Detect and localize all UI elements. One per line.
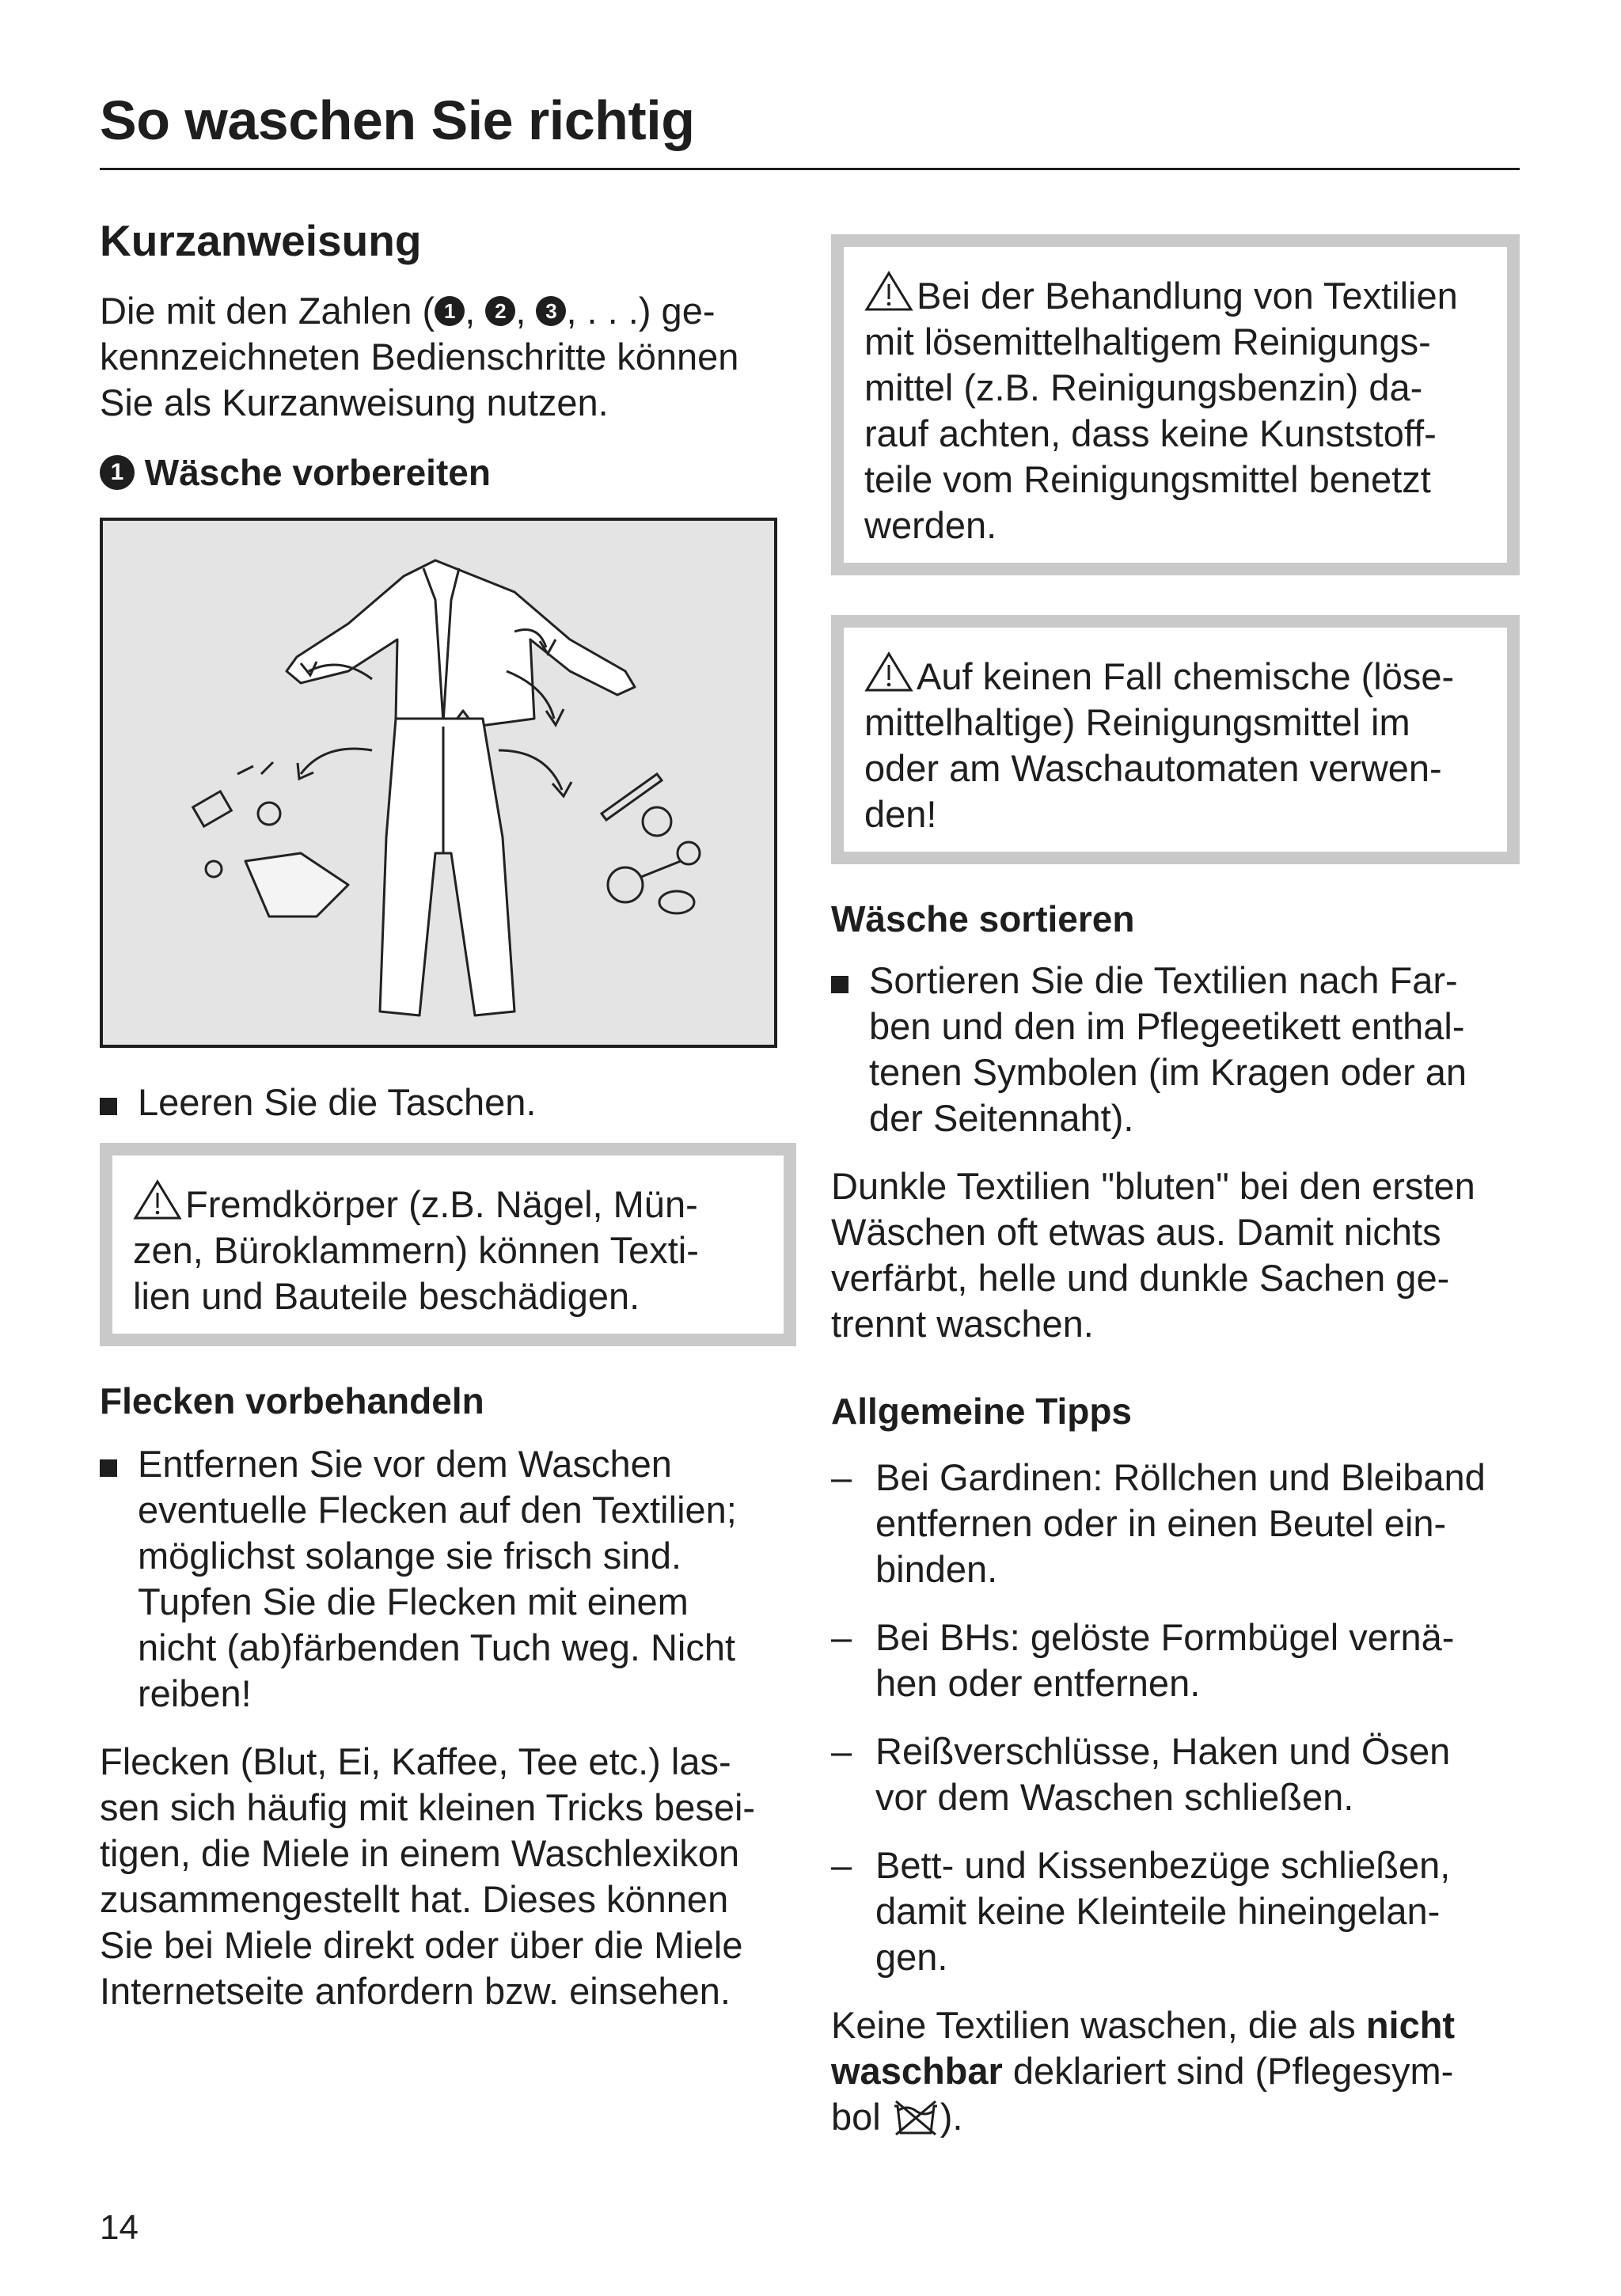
stains-bullet <box>100 1441 796 1717</box>
warning-text: mit lösemittelhaltigem Reinigungs- <box>864 321 1431 362</box>
warning-text: Bei der Behandlung von Textilien <box>917 275 1458 317</box>
tip-text: Reißverschlüsse, Haken und Ösen vor dem Waschen schließen. <box>875 1730 1451 1818</box>
sort-heading: Wäsche sortieren <box>831 898 1135 939</box>
warning-text: den! <box>864 793 937 835</box>
step1-title: Wäsche vorbereiten <box>144 452 491 493</box>
warning-text: mittelhaltige) Reinigungsmittel im <box>864 701 1410 743</box>
tip-text: Bei Gardinen: Röllchen und Bleiband entfernen oder in einen Beutel ein- binden. <box>875 1456 1486 1590</box>
intro-paragraph: Die mit den Zahlen ( 1 , 2 , 3 , . . .) ge- kennzeichneten Bedienschritte können Sie als Kurzanweisung nutzen. <box>100 290 739 423</box>
bullet-text: Sortieren Sie die Textilien nach Far- ben und den im Pflegeetikett enthal- tenen Symbolen (im Kragen oder an der Seitennaht). <box>869 959 1467 1139</box>
square-bullet-icon <box>100 1441 138 1717</box>
intro-text: Die mit den Zahlen ( <box>100 290 435 332</box>
step-number-badge: 1 <box>435 296 465 326</box>
tip-item <box>831 1842 1520 1980</box>
warning-triangle-icon <box>133 1179 182 1220</box>
not-washable-paragraph: Keine Textilien waschen, die als nicht waschbar deklariert sind (Pflegesym- bol ). <box>831 2004 1456 2138</box>
warning-text: oder am Waschautomaten verwen- <box>864 747 1442 789</box>
bullet-text: Leeren Sie die Taschen. <box>138 1081 537 1123</box>
sort-bullet <box>831 958 1520 1141</box>
section-heading-kurzanweisung: Kurzanweisung <box>100 216 422 265</box>
step-number-badge: 2 <box>485 296 515 326</box>
warning-text: zen, Büroklammern) können Texti- <box>133 1229 699 1271</box>
left-column <box>100 211 796 2014</box>
dash-bullet: – <box>831 1456 852 1498</box>
tip-text: Bei BHs: gelöste Formbügel vernä- hen oder entfernen. <box>875 1616 1455 1704</box>
page-title: So waschen Sie richtig <box>100 89 695 151</box>
bold-text: waschbar <box>831 2050 1003 2092</box>
intro-text: kennzeichneten Bedienschritte können <box>100 336 739 378</box>
step1-heading <box>100 450 796 495</box>
tips-heading: Allgemeine Tipps <box>831 1391 1133 1432</box>
warning-text: teile vom Reinigungsmittel benetzt <box>864 458 1431 500</box>
warning-text: werden. <box>864 504 997 546</box>
intro-text: Sie als Kurzanweisung nutzen. <box>100 381 609 423</box>
step-number-badge: 1 <box>100 455 135 490</box>
step-number-badge: 3 <box>536 296 566 326</box>
sort-paragraph: Dunkle Textilien "bluten" bei den ersten Wäschen oft etwas aus. Damit nichts verfärbt, helle und dunkle Sachen ge- trennt waschen. <box>831 1165 1475 1345</box>
tip-item <box>831 1455 1520 1592</box>
stains-paragraph: Flecken (Blut, Ei, Kaffee, Tee etc.) las- sen sich häufig mit kleinen Tricks besei- tigen, die Miele in einem Waschlexikon zusammengestellt hat. Dieses können Sie bei Miele direkt oder über die Miele Internetseite anfordern bzw. einsehen. <box>100 1740 756 2012</box>
warning-box-foreign-objects <box>100 1143 796 1346</box>
warning-text: lien und Bauteile beschädigen. <box>133 1275 640 1317</box>
intro-text: , . . .) ge- <box>566 290 716 332</box>
warning-text: mittel (z.B. Reinigungsbenzin) da- <box>864 366 1423 408</box>
warning-triangle-icon <box>864 651 913 693</box>
tip-text: Bett- und Kissenbezüge schließen, damit keine Kleinteile hineingelan- gen. <box>875 1844 1451 1978</box>
clothes-pockets-illustration <box>103 521 774 1045</box>
tip-item <box>831 1729 1520 1820</box>
bold-text: nicht <box>1365 2004 1456 2046</box>
page-number: 14 <box>100 2208 139 2247</box>
warning-box-solvent <box>831 234 1520 575</box>
dash-bullet: – <box>831 1730 852 1772</box>
warning-box-chemical <box>831 615 1520 864</box>
warning-text: Auf keinen Fall chemische (löse- <box>917 655 1455 697</box>
title-divider <box>100 168 1520 170</box>
dash-bullet: – <box>831 1616 852 1658</box>
warning-text: rauf achten, dass keine Kunststoff- <box>864 412 1437 454</box>
empty-pockets-bullet <box>100 1080 796 1125</box>
dash-bullet: – <box>831 1844 852 1886</box>
warning-triangle-icon <box>864 271 913 312</box>
square-bullet-icon <box>831 958 869 1141</box>
laundry-preparation-illustration <box>100 518 777 1048</box>
warning-text: Fremdkörper (z.B. Nägel, Mün- <box>185 1183 698 1225</box>
stains-heading: Flecken vorbehandeln <box>100 1380 484 1421</box>
square-bullet-icon <box>100 1080 138 1125</box>
tip-item <box>831 1615 1520 1706</box>
right-column <box>831 234 1520 2140</box>
bullet-text: Entfernen Sie vor dem Waschen eventuelle Flecken auf den Textilien; möglichst solange sie frisch sind. Tupfen Sie die Flecken mit einem nicht (ab)färbenden Tuch weg. Nicht reiben! <box>138 1443 737 1714</box>
do-not-wash-icon <box>891 2098 940 2136</box>
